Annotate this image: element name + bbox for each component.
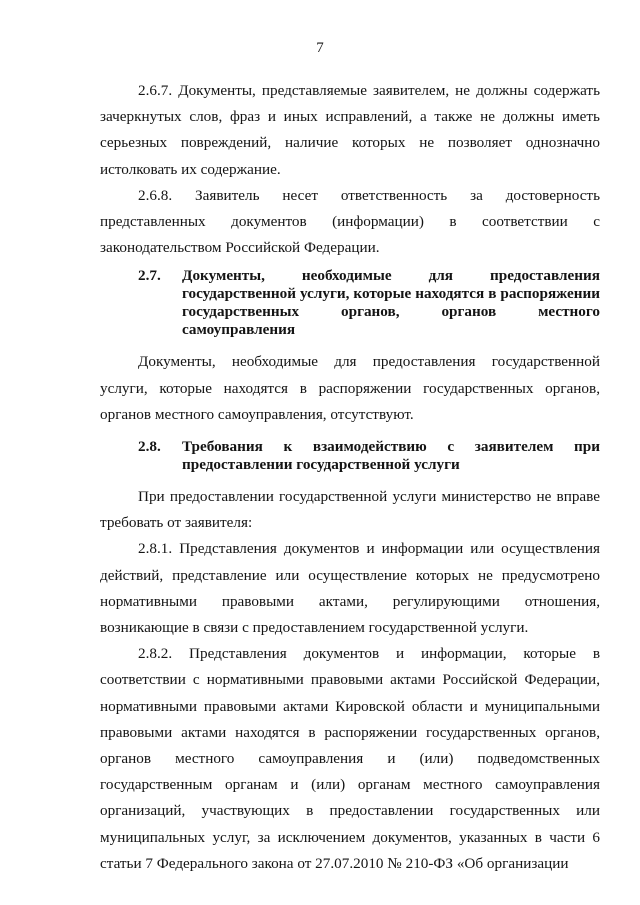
paragraph-2-8-2: 2.8.2. Представления документов и информации, которые в соответствии с нормативными правовыми актами Российской Федерации, нормативными правовыми актами Кировской области и муниципальными правовыми актами находятся в распоряжении государственных органов, органов местного самоуправления и (или) подведомственных государственным органам и (или) органам местного самоуправления организаций, участвующих в предоставлении государственных или муниципальных услуг, за исключением документов, указанных в части 6 статьи 7 Федерального закона от 27.07.2010 № 210-ФЗ «Об организации	[100, 645, 600, 872]
section-title: Документы, необходимые для предоставления государственной услуги, которые находятся в распоряжении государственных органов, органов местного самоуправления	[182, 267, 600, 339]
paragraph-2-6-8: 2.6.8. Заявитель несет ответственность за достоверность представленных документов (информации) в соответствии с законодательством Российской Федерации.	[100, 186, 600, 257]
section-heading-2-8	[100, 438, 600, 474]
paragraph-2-8-1: 2.8.1. Представления документов и информации или осуществления действий, представление или осуществление которых не предусмотрено нормативными правовыми актами, регулирующими отношения, возникающие в связи с предоставлением государственной услуги.	[100, 540, 600, 637]
page-number: 7	[316, 40, 324, 56]
section-number: 2.7.	[138, 267, 161, 285]
paragraph-2-7-body: Документы, необходимые для предоставления государственной услуги, которые находятся в распоряжении государственных органов, органов местного самоуправления, отсутствуют.	[100, 353, 600, 423]
section-number: 2.8.	[138, 438, 161, 456]
paragraph-2-6-7: 2.6.7. Документы, представляемые заявителем, не должны содержать зачеркнутых слов, фраз и иных исправлений, а также не должны иметь серьезных повреждений, наличие которых не позволяет однозначно истолковать их содержание.	[100, 82, 600, 178]
paragraph-2-8-intro: При предоставлении государственной услуги министерство не вправе требовать от заявителя:	[100, 488, 600, 532]
section-title: Требования к взаимодействию с заявителем при предоставлении государственной услуги	[182, 438, 600, 474]
section-heading-2-7	[100, 267, 600, 339]
document-body	[100, 78, 600, 877]
